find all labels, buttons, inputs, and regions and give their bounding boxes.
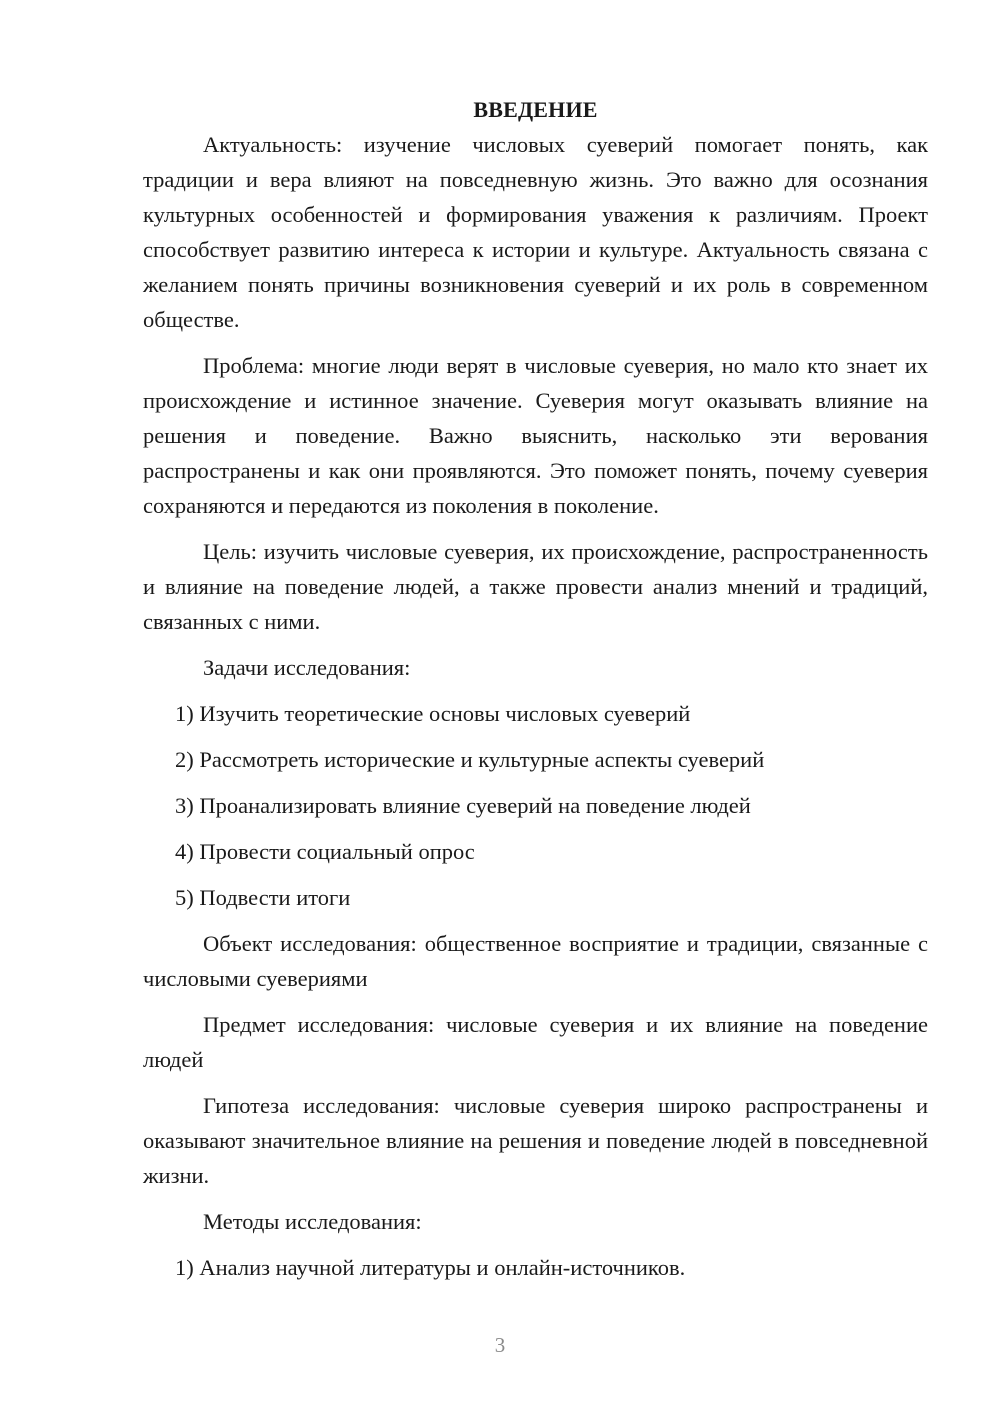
list-item: 5) Подвести итоги (175, 885, 351, 910)
list-item: 2) Рассмотреть исторические и культурные аспекты суеверий (175, 747, 765, 772)
document-page (143, 92, 928, 1296)
methods-list (143, 1250, 928, 1285)
tasks-label: Задачи исследования: (203, 655, 411, 680)
subject-paragraph: Предмет исследования: числовые суеверия и их влияние на поведение людей (143, 1012, 928, 1072)
relevance-paragraph: Актуальность: изучение числовых суеверий помогает понять, как традиции и вера влияют на повседневную жизнь. Это важно для осознания культурных особенностей и формирования уважения к различиям. Проект способствует развитию интереса к истории и культуре. Актуальность связана с желанием понять причины возникновения суеверий и их роль в современном обществе. (143, 132, 928, 332)
page-title: ВВЕДЕНИЕ (473, 97, 598, 122)
list-item: 1) Анализ научной литературы и онлайн-источников. (175, 1255, 686, 1280)
list-item: 1) Изучить теоретические основы числовых суеверий (175, 701, 691, 726)
hypothesis-paragraph: Гипотеза исследования: числовые суеверия широко распространены и оказывают значительное влияние на решения и поведение людей в повседневной жизни. (143, 1093, 928, 1188)
problem-paragraph: Проблема: многие люди верят в числовые суеверия, но мало кто знает их происхождение и истинное значение. Суеверия могут оказывать влияние на решения и поведение. Важно выяснить, насколько эти верования распространены и как они проявляются. Это поможет понять, почему суеверия сохраняются и передаются из поколения в поколение. (143, 353, 928, 518)
tasks-list (143, 696, 928, 915)
list-item: 3) Проанализировать влияние суеверий на поведение людей (175, 793, 751, 818)
goal-paragraph: Цель: изучить числовые суеверия, их происхождение, распространенность и влияние на поведение людей, а также провести анализ мнений и традиций, связанных с ними. (143, 539, 928, 634)
page-number: 3 (494, 1333, 506, 1357)
list-item: 4) Провести социальный опрос (175, 839, 475, 864)
methods-label: Методы исследования: (203, 1209, 422, 1234)
object-paragraph: Объект исследования: общественное восприятие и традиции, связанные с числовыми суевериями (143, 931, 928, 991)
